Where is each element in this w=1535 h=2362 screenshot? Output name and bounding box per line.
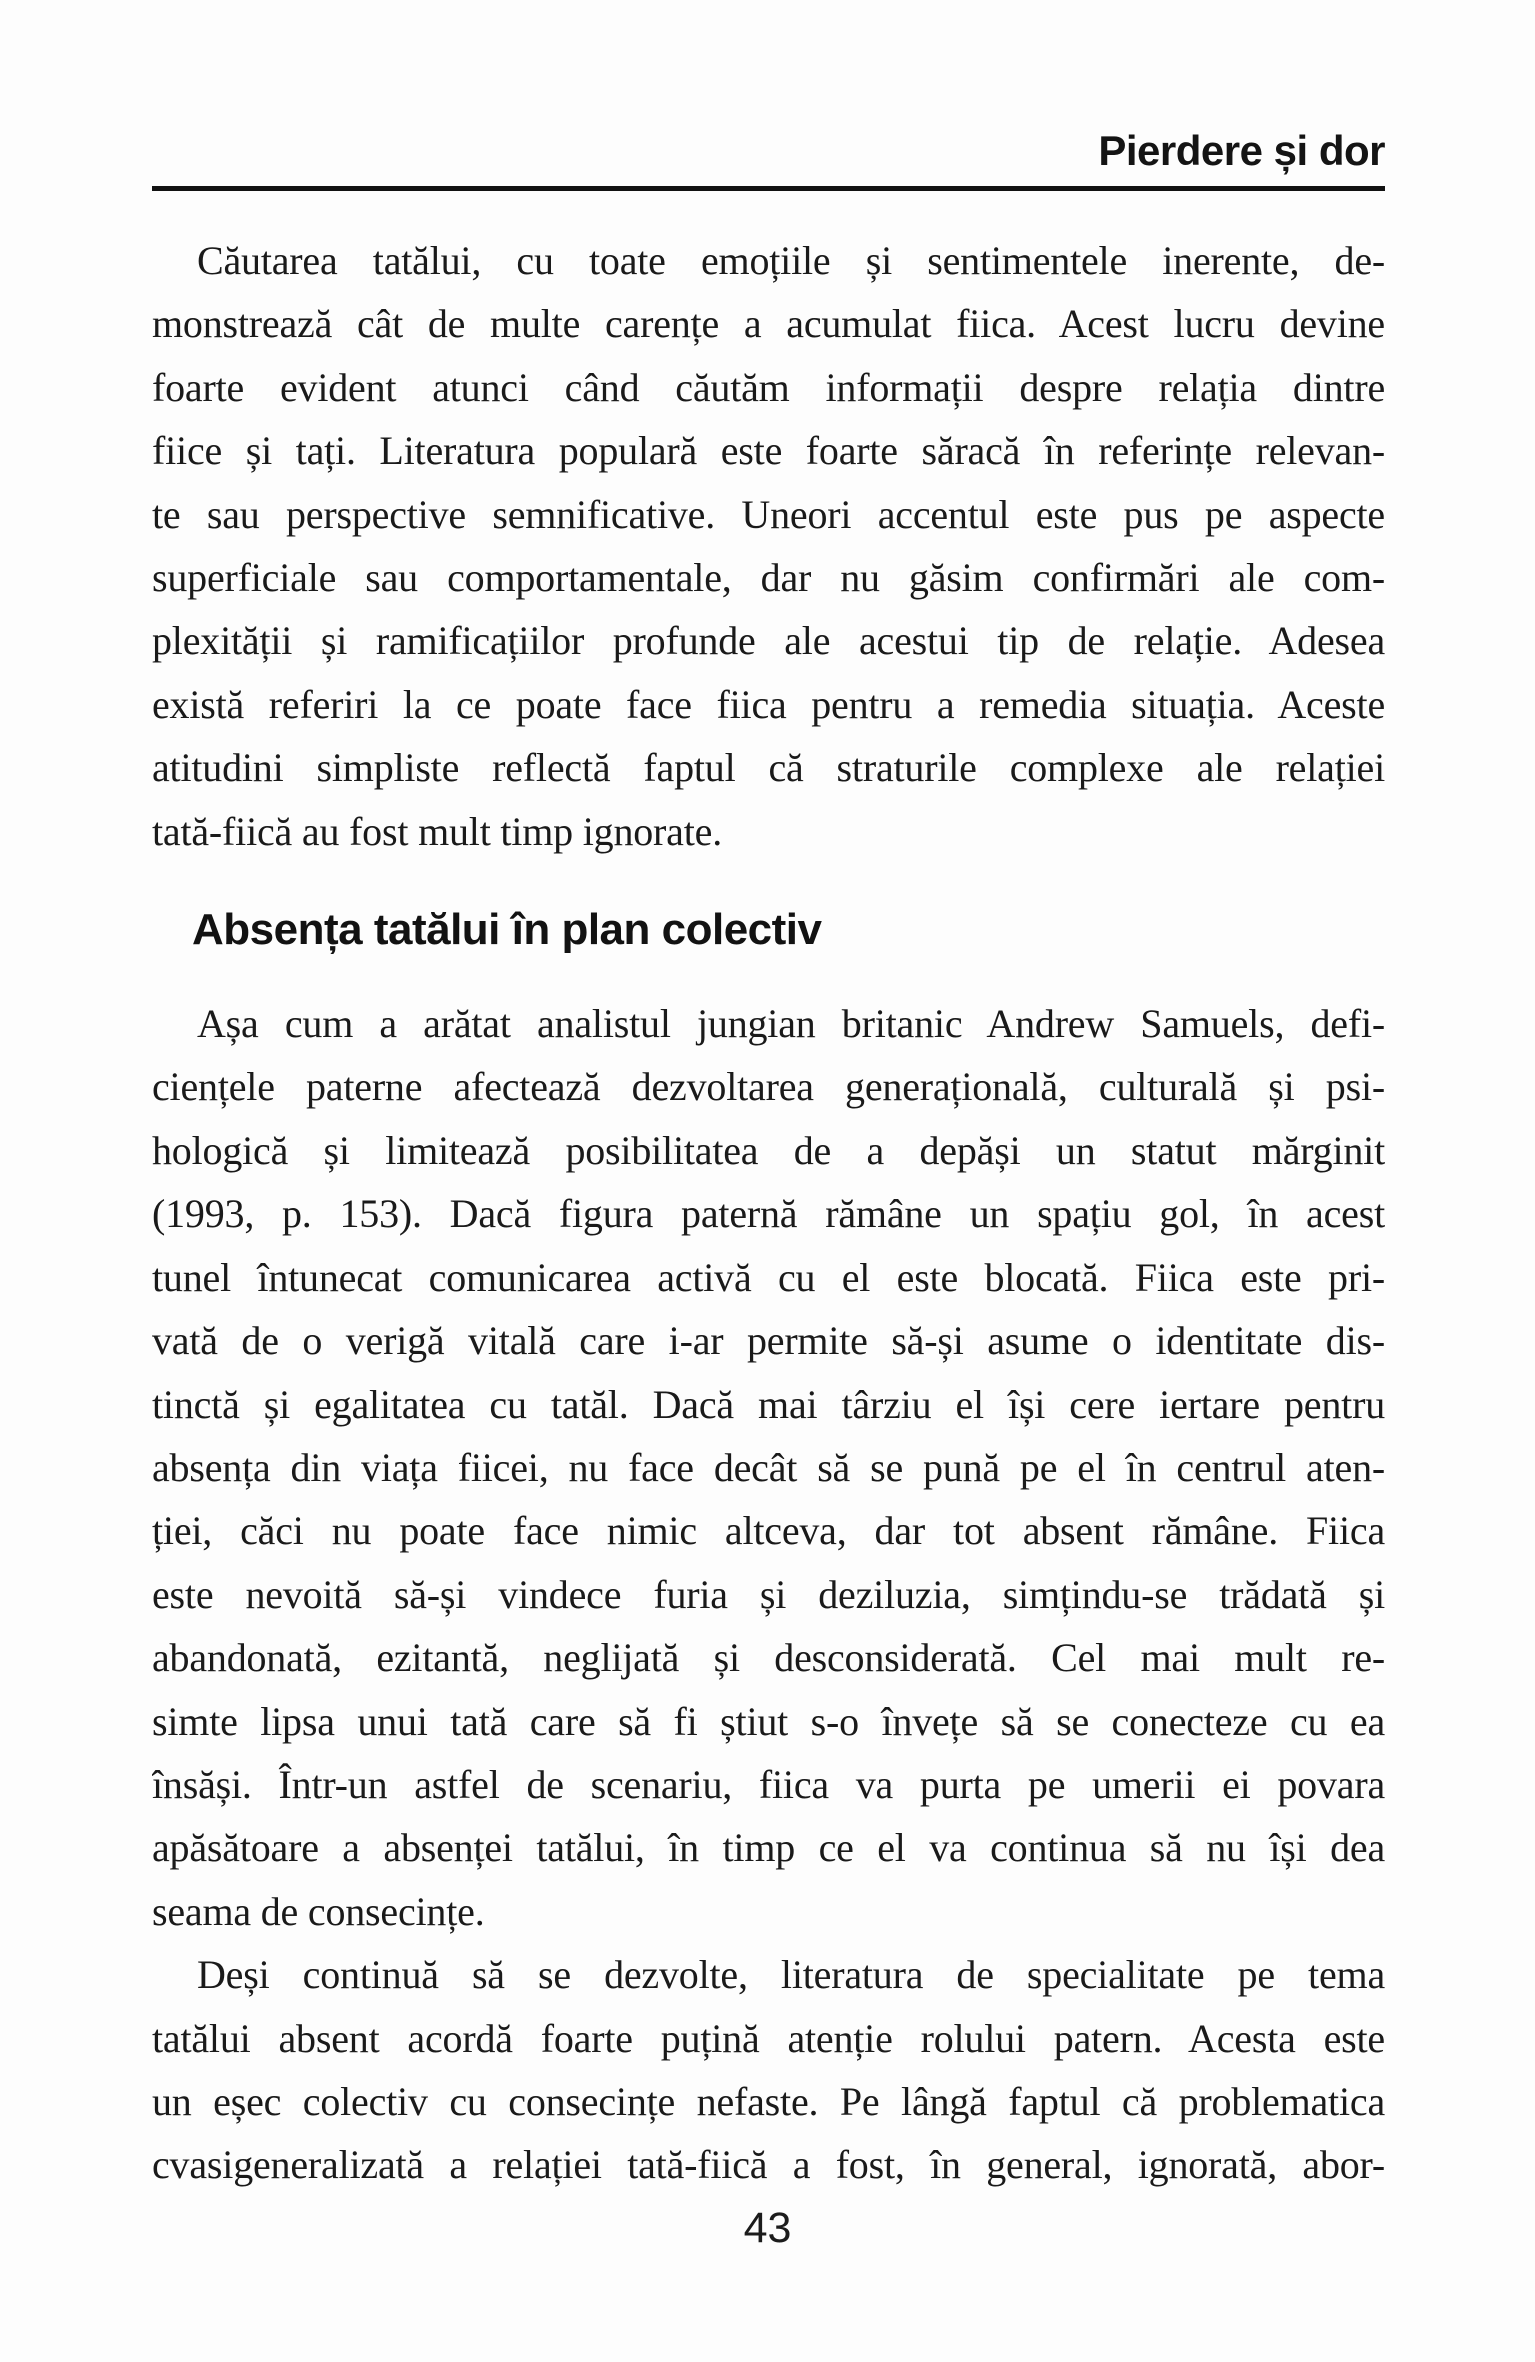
text-line: superficiale sau comportamentale, dar nu găsim confirmări ale com- bbox=[152, 555, 1385, 601]
text-line: însăși. Într-un astfel de scenariu, fiica va purta pe umerii ei povara bbox=[152, 1761, 1385, 1807]
text-line: cvasigeneralizată a relației tată-fiică a fost, în general, ignorată, abor- bbox=[152, 2142, 1385, 2188]
text-line: fiice și tați. Literatura populară este foarte săracă în referințe relevan- bbox=[152, 428, 1385, 474]
header-rule bbox=[152, 186, 1385, 191]
text-line: apăsătoare a absenței tatălui, în timp ce el va continua să nu își dea bbox=[152, 1825, 1385, 1871]
text-line: tunel întunecat comunicarea activă cu el este blocată. Fiica este pri- bbox=[152, 1254, 1385, 1300]
page-number: 43 bbox=[743, 2204, 792, 2252]
text-line: te sau perspective semnificative. Uneori accentul este pus pe aspecte bbox=[152, 491, 1385, 537]
text-line: vată de o verigă vitală care i-ar permite să-și asume o identitate dis- bbox=[152, 1318, 1385, 1364]
text-line: foarte evident atunci când căutăm informații despre relația dintre bbox=[152, 364, 1385, 410]
text-line: simte lipsa unui tată care să fi știut s-o învețe să se conecteze cu ea bbox=[152, 1698, 1385, 1744]
paragraph-3 bbox=[152, 1943, 1385, 2197]
text-line: Deși continuă să se dezvolte, literatura de specialitate pe tema bbox=[197, 1952, 1385, 1998]
text-line: există referiri la ce poate face fiica pentru a remedia situația. Aceste bbox=[152, 681, 1385, 727]
text-line: Căutarea tatălui, cu toate emoțiile și sentimentele inerente, de- bbox=[197, 238, 1385, 283]
section-heading: Absența tatălui în plan colectiv bbox=[192, 905, 822, 955]
text-line: un eșec colectiv cu consecințe nefaste. Pe lângă faptul că problematica bbox=[152, 2078, 1385, 2124]
text-line: (1993, p. 153). Dacă figura paternă rămâne un spațiu gol, în acest bbox=[152, 1191, 1385, 1237]
text-line: hologică și limitează posibilitatea de a depăși un statut mărginit bbox=[152, 1127, 1385, 1173]
text-line: Așa cum a arătat analistul jungian britanic Andrew Samuels, defi- bbox=[197, 1001, 1385, 1047]
text-line: tatălui absent acordă foarte puțină atenție rolului patern. Acesta este bbox=[152, 2015, 1385, 2061]
running-header: Pierdere și dor bbox=[1098, 127, 1385, 174]
text-line: tată-fiică au fost mult timp ignorate. bbox=[152, 808, 722, 854]
text-column bbox=[152, 229, 1385, 2197]
text-line: seama de consecințe. bbox=[152, 1888, 485, 1934]
text-line: ției, căci nu poate face nimic altceva, dar tot absent rămâne. Fiica bbox=[152, 1508, 1385, 1554]
text-line: abandonată, ezitantă, neglijată și desconsiderată. Cel mai mult re- bbox=[152, 1635, 1385, 1681]
text-line: este nevoită să-și vindece furia și deziluzia, simțindu-se trădată și bbox=[152, 1571, 1385, 1617]
text-line: tinctă și egalitatea cu tatăl. Dacă mai târziu el își cere iertare pentru bbox=[152, 1381, 1385, 1427]
paragraph-1 bbox=[152, 229, 1385, 863]
text-line: monstrează cât de multe carențe a acumulat fiica. Acest lucru devine bbox=[152, 301, 1385, 347]
text-line: atitudini simpliste reflectă faptul că straturile complexe ale relației bbox=[152, 745, 1385, 791]
text-line: absența din viața fiicei, nu face decât să se pună pe el în centrul aten- bbox=[152, 1444, 1385, 1490]
paragraph-2 bbox=[152, 992, 1385, 1943]
text-line: plexității și ramificațiilor profunde ale acestui tip de relație. Adesea bbox=[152, 618, 1385, 664]
text-line: ciențele paterne afectează dezvoltarea generațională, culturală și psi- bbox=[152, 1064, 1385, 1110]
